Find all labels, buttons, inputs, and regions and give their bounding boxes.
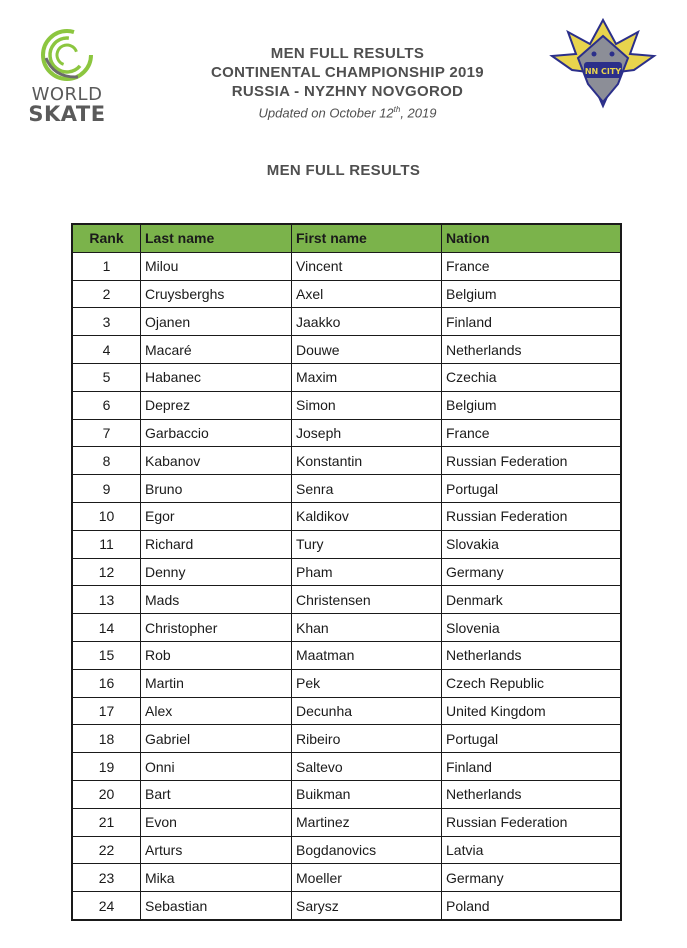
nation-cell: Russian Federation [442, 502, 622, 530]
rank-cell: 1 [72, 252, 141, 280]
section-title: MEN FULL RESULTS [266, 162, 421, 179]
first-name-cell: Axel [292, 280, 442, 308]
rank-cell: 23 [72, 864, 141, 892]
table-row [72, 336, 621, 364]
updated-date: Updated on October 12th, 2019 [258, 105, 437, 121]
rank-cell: 8 [72, 447, 141, 475]
last-name-cell: Mika [141, 864, 292, 892]
last-name-cell: Bruno [141, 475, 292, 503]
rank-cell: 18 [72, 725, 141, 753]
nation-cell: United Kingdom [442, 697, 622, 725]
world-skate-logo [26, 28, 108, 126]
table-row [72, 502, 621, 530]
nation-cell: Slovenia [442, 614, 622, 642]
world-skate-swirl-icon [40, 28, 94, 82]
last-name-cell: Egor [141, 502, 292, 530]
rank-cell: 6 [72, 391, 141, 419]
rank-cell: 4 [72, 336, 141, 364]
rank-cell: 12 [72, 558, 141, 586]
last-name-cell: Bart [141, 780, 292, 808]
nation-cell: Netherlands [442, 641, 622, 669]
rank-cell: 13 [72, 586, 141, 614]
column-header-last-name: Last name [141, 224, 292, 252]
last-name-cell: Mads [141, 586, 292, 614]
last-name-cell: Alex [141, 697, 292, 725]
table-row [72, 308, 621, 336]
rank-cell: 10 [72, 502, 141, 530]
first-name-cell: Buikman [292, 780, 442, 808]
nation-cell: Slovakia [442, 530, 622, 558]
first-name-cell: Maxim [292, 363, 442, 391]
rank-cell: 17 [72, 697, 141, 725]
nation-cell: Belgium [442, 391, 622, 419]
first-name-cell: Pek [292, 669, 442, 697]
table-row [72, 280, 621, 308]
first-name-cell: Jaakko [292, 308, 442, 336]
last-name-cell: Richard [141, 530, 292, 558]
first-name-cell: Tury [292, 530, 442, 558]
document-header [150, 44, 545, 122]
first-name-cell: Ribeiro [292, 725, 442, 753]
rank-cell: 24 [72, 892, 141, 920]
nation-cell: Finland [442, 308, 622, 336]
nation-cell: Czechia [442, 363, 622, 391]
nation-cell: Russian Federation [442, 447, 622, 475]
last-name-cell: Habanec [141, 363, 292, 391]
first-name-cell: Bogdanovics [292, 836, 442, 864]
nation-cell: Germany [442, 864, 622, 892]
nation-cell: Germany [442, 558, 622, 586]
rank-cell: 15 [72, 641, 141, 669]
nation-cell: Denmark [442, 586, 622, 614]
column-header-nation: Nation [442, 224, 622, 252]
nation-cell: Finland [442, 753, 622, 781]
first-name-cell: Moeller [292, 864, 442, 892]
nation-cell: Netherlands [442, 336, 622, 364]
nn-city-badge-logo [548, 14, 658, 112]
table-row [72, 475, 621, 503]
table-row [72, 586, 621, 614]
first-name-cell: Christensen [292, 586, 442, 614]
header-line-1: MEN FULL RESULTS [270, 45, 425, 62]
first-name-cell: Kaldikov [292, 502, 442, 530]
badge-text: NN CITY [584, 67, 622, 76]
logo-text-skate: SKATE [28, 102, 106, 126]
last-name-cell: Gabriel [141, 725, 292, 753]
nation-cell: Portugal [442, 475, 622, 503]
last-name-cell: Garbaccio [141, 419, 292, 447]
last-name-cell: Martin [141, 669, 292, 697]
first-name-cell: Simon [292, 391, 442, 419]
first-name-cell: Douwe [292, 336, 442, 364]
nation-cell: Czech Republic [442, 669, 622, 697]
rank-cell: 11 [72, 530, 141, 558]
nation-cell: Russian Federation [442, 808, 622, 836]
rank-cell: 16 [72, 669, 141, 697]
first-name-cell: Martinez [292, 808, 442, 836]
last-name-cell: Rob [141, 641, 292, 669]
table-row [72, 697, 621, 725]
rank-cell: 14 [72, 614, 141, 642]
table-row [72, 641, 621, 669]
results-table [71, 223, 622, 921]
first-name-cell: Senra [292, 475, 442, 503]
table-row [72, 391, 621, 419]
last-name-cell: Sebastian [141, 892, 292, 920]
last-name-cell: Macaré [141, 336, 292, 364]
rank-cell: 7 [72, 419, 141, 447]
table-row [72, 530, 621, 558]
table-row [72, 725, 621, 753]
first-name-cell: Sarysz [292, 892, 442, 920]
first-name-cell: Pham [292, 558, 442, 586]
nation-cell: Latvia [442, 836, 622, 864]
table-row [72, 808, 621, 836]
wolf-badge-icon [548, 14, 658, 112]
rank-cell: 2 [72, 280, 141, 308]
first-name-cell: Khan [292, 614, 442, 642]
first-name-cell: Maatman [292, 641, 442, 669]
last-name-cell: Arturs [141, 836, 292, 864]
last-name-cell: Ojanen [141, 308, 292, 336]
table-row [72, 836, 621, 864]
nation-cell: Poland [442, 892, 622, 920]
rank-cell: 9 [72, 475, 141, 503]
table-row [72, 252, 621, 280]
table-row [72, 892, 621, 920]
rank-cell: 20 [72, 780, 141, 808]
table-row [72, 669, 621, 697]
table-row [72, 558, 621, 586]
last-name-cell: Cruysberghs [141, 280, 292, 308]
table-header-row [72, 224, 621, 252]
table-row [72, 753, 621, 781]
table-row [72, 614, 621, 642]
first-name-cell: Decunha [292, 697, 442, 725]
header-line-2: CONTINENTAL CHAMPIONSHIP 2019 [211, 64, 484, 81]
nation-cell: France [442, 419, 622, 447]
rank-cell: 19 [72, 753, 141, 781]
first-name-cell: Joseph [292, 419, 442, 447]
last-name-cell: Kabanov [141, 447, 292, 475]
table-row [72, 780, 621, 808]
table-row [72, 363, 621, 391]
rank-cell: 21 [72, 808, 141, 836]
first-name-cell: Konstantin [292, 447, 442, 475]
rank-cell: 3 [72, 308, 141, 336]
column-header-first-name: First name [292, 224, 442, 252]
table-row [72, 864, 621, 892]
header-line-3: RUSSIA - NYZHNY NOVGOROD [231, 83, 464, 100]
last-name-cell: Deprez [141, 391, 292, 419]
last-name-cell: Evon [141, 808, 292, 836]
nation-cell: Netherlands [442, 780, 622, 808]
first-name-cell: Vincent [292, 252, 442, 280]
nation-cell: Portugal [442, 725, 622, 753]
last-name-cell: Milou [141, 252, 292, 280]
last-name-cell: Denny [141, 558, 292, 586]
table-row [72, 419, 621, 447]
logo-text-world: WORLD [31, 84, 103, 105]
column-header-rank: Rank [72, 224, 141, 252]
table-row [72, 447, 621, 475]
rank-cell: 22 [72, 836, 141, 864]
nation-cell: Belgium [442, 280, 622, 308]
rank-cell: 5 [72, 363, 141, 391]
nation-cell: France [442, 252, 622, 280]
first-name-cell: Saltevo [292, 753, 442, 781]
last-name-cell: Christopher [141, 614, 292, 642]
last-name-cell: Onni [141, 753, 292, 781]
